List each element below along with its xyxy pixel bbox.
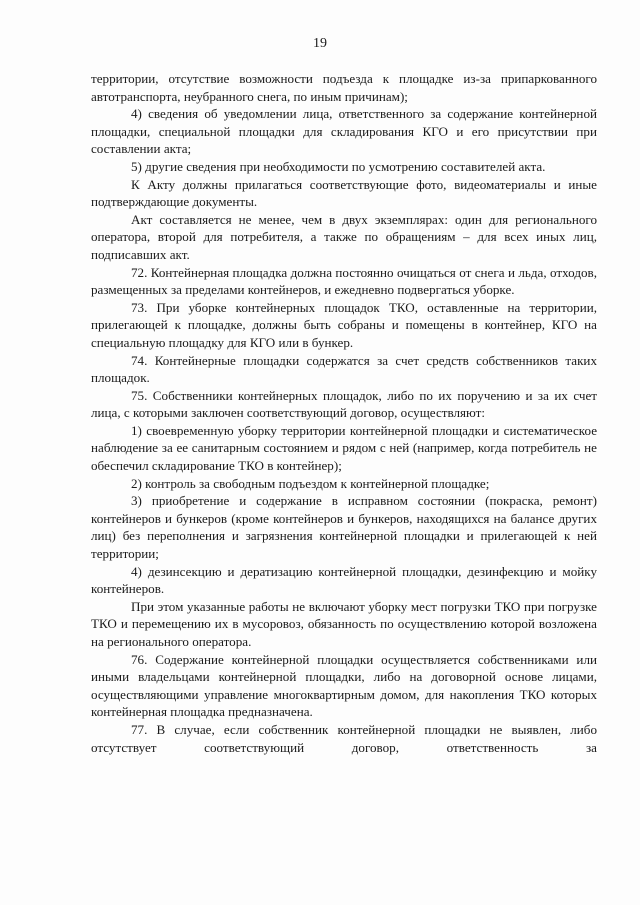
paragraph-attachments: К Акту должны прилагаться соответствующие фото, видеоматериалы и иные подтверждающие документы. bbox=[91, 176, 597, 210]
paragraph-75: 75. Собственники контейнерных площадок, либо по их поручению и за их счет лица, с которыми заключен соответствующий договор, осуществляют: bbox=[91, 387, 597, 421]
paragraph-73: 73. При уборке контейнерных площадок ТКО, оставленные на территории, прилегающей к площадке, должны быть собраны и помещены в контейнер, КГО на специальную площадку для КГО или в бункер. bbox=[91, 299, 597, 350]
paragraph-75-item-1: 1) своевременную уборку территории контейнерной площадки и систематическое наблюдение за ее санитарным состоянием и рядом с ней (например, когда потребитель не обеспечил складирование ТКО в контейнер); bbox=[91, 422, 597, 474]
paragraph-continuation: территории, отсутствие возможности подъезда к площадке из-за припаркованного автотранспорта, неубранного снега, по иным причинам); bbox=[91, 71, 597, 104]
paragraph-item-5: 5) другие сведения при необходимости по усмотрению составителей акта. bbox=[131, 158, 546, 174]
paragraph-75-note: При этом указанные работы не включают уборку мест погрузки ТКО при погрузке ТКО и перемещению их в мусоровоз, обязанность по осуществлению которой возложена на регионального оператора. bbox=[91, 598, 597, 649]
document-body bbox=[91, 70, 597, 756]
paragraph-item-4: 4) сведения об уведомлении лица, ответственного за содержание контейнерной площадки, специальной площадки для складирования КГО и его присутствии при составлении акта; bbox=[91, 106, 597, 157]
paragraph-75-item-4: 4) дезинсекцию и дератизацию контейнерной площадки, дезинфекцию и мойку контейнеров. bbox=[91, 563, 597, 597]
paragraph-act-copies: Акт составляется не менее, чем в двух экземплярах: один для регионального оператора, второй для потребителя, а также по обращениям – для всех иных лиц, подписавших акт. bbox=[91, 211, 597, 262]
paragraph-74: 74. Контейнерные площадки содержатся за счет средств собственников таких площадок. bbox=[91, 352, 597, 386]
page-number: 19 bbox=[313, 36, 327, 51]
paragraph-75-item-3: 3) приобретение и содержание в исправном состоянии (покраска, ремонт) контейнеров и бункеров (кроме контейнеров и бункеров, находящихся на балансе других лиц) без переполнения и загрязнения контейнерной площадки и прилегающей к ней территории; bbox=[91, 493, 597, 562]
paragraph-72: 72. Контейнерная площадка должна постоянно очищаться от снега и льда, отходов, размещенных за пределами контейнеров, и ежедневно подвергаться уборке. bbox=[91, 264, 597, 298]
paragraph-75-item-2: 2) контроль за свободным подъездом к контейнерной площадке; bbox=[131, 475, 490, 491]
paragraph-76: 76. Содержание контейнерной площадки осуществляется собственниками или иными владельцами контейнерной площадки, либо на договорной основе лицами, осуществляющими управление многоквартирным домом, для накопления ТКО которых контейнерная площадка предназначена. bbox=[91, 651, 597, 720]
paragraph-77: 77. В случае, если собственник контейнерной площадки не выявлен, либо отсутствует соответствующий договор, ответственность за bbox=[91, 721, 597, 755]
